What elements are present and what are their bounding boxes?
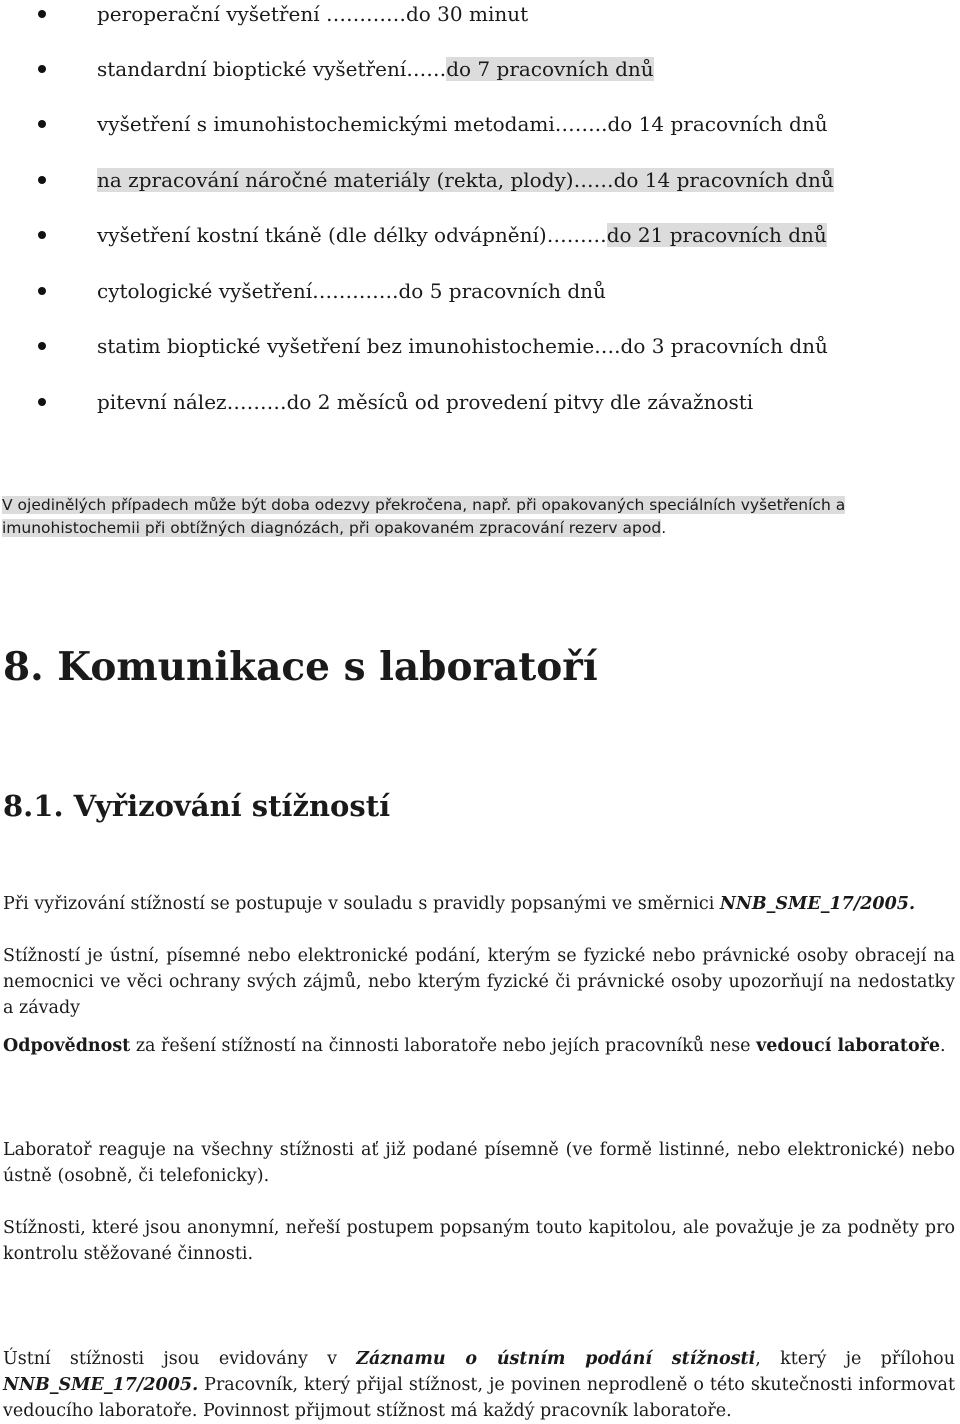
directive-ref: NNB_SME_17/2005. xyxy=(719,894,916,914)
list-item-text: peroperační vyšetření …………do 30 minut xyxy=(97,2,529,26)
subsection-heading: 8.1. Vyřizování stížností xyxy=(3,789,391,823)
paragraph-text: Pracovník, který přijal stížnost, je povinen neprodleně o této skutečnosti informovat vedoucího laboratoře. Povinnost přijmout stížnost má každý pracovník laboratoře. xyxy=(3,1375,955,1421)
highlighted-text: na zpracování náročné materiály (rekta, plody)……do 14 pracovních dnů xyxy=(97,168,834,192)
note-line-2-end: . xyxy=(661,519,667,537)
list-item-text: vyšetření s imunohistochemickými metodami……..do 14 pracovních dnů xyxy=(97,112,828,136)
bold-head: vedoucí laboratoře xyxy=(756,1036,941,1056)
bullet-icon xyxy=(38,120,46,128)
section-heading: 8. Komunikace s laboratoří xyxy=(3,644,598,690)
list-item-text: standardní bioptické vyšetření……do 7 pracovních dnů xyxy=(97,57,654,81)
paragraph-procedure xyxy=(3,891,955,917)
bullet-icon xyxy=(38,10,46,18)
note-line-1: V ojedinělých případech může být doba odezvy překročena, např. při opakovaných speciálních vyšetřeních a xyxy=(2,496,846,514)
list-item-text: cytologické vyšetření………….do 5 pracovních dnů xyxy=(97,279,606,303)
list-item-text xyxy=(97,166,834,194)
list-item-text: statim bioptické vyšetření bez imunohistochemie….do 3 pracovních dnů xyxy=(97,334,828,358)
paragraph-text: za řešení stížností na činnosti laboratoře nebo jejích pracovníků nese xyxy=(130,1036,757,1056)
paragraph-responsibility xyxy=(3,1033,955,1059)
bullet-icon xyxy=(38,398,46,406)
bullet-icon xyxy=(38,65,46,73)
highlighted-text: do 21 pracovních dnů xyxy=(606,223,827,247)
highlighted-text: do 7 pracovních dnů xyxy=(446,57,654,81)
paragraph-definition: Stížností je ústní, písemné nebo elektronické podání, kterým se fyzické nebo právnické osoby obracejí na nemocnici ve věci ochrany svých zájmů, nebo kterým fyzické či právnické osoby upozorňují na nedostatky a závady xyxy=(3,946,955,1018)
paragraph-anonymous: Stížnosti, které jsou anonymní, neřeší postupem popsaným touto kapitolou, ale považuje je za podněty pro kontrolu stěžované činnosti. xyxy=(3,1218,955,1264)
paragraph-response: Laboratoř reaguje na všechny stížnosti ať již podané písemně (ve formě listinné, nebo elektronické) nebo ústně (osobně, či telefonicky). xyxy=(3,1140,955,1186)
bullet-icon xyxy=(38,342,46,350)
paragraph-text: Ústní stížnosti jsou evidovány v xyxy=(3,1349,357,1369)
paragraph-text: Při vyřizování stížností se postupuje v souladu s pravidly popsanými ve směrnici xyxy=(3,894,720,914)
delay-note xyxy=(2,494,952,540)
bullet-icon xyxy=(38,176,46,184)
bullet-icon xyxy=(38,231,46,239)
paragraph-text: , který je přílohou xyxy=(755,1349,955,1369)
paragraph-end: . xyxy=(940,1036,946,1056)
paragraph-oral-complaints xyxy=(3,1346,955,1424)
record-name: Záznamu o ústním podání stížnosti xyxy=(356,1349,756,1369)
bold-responsibility: Odpovědnost xyxy=(3,1036,131,1056)
list-item-text: pitevní nález………do 2 měsíců od provedení pitvy dle závažnosti xyxy=(97,390,754,414)
note-line-2: imunohistochemii při obtížných diagnózách, při opakovaném zpracování rezerv apod xyxy=(2,519,662,537)
directive-ref: NNB_SME_17/2005. xyxy=(3,1375,199,1395)
bullet-icon xyxy=(38,287,46,295)
list-item-text: vyšetření kostní tkáně (dle délky odvápnění)………do 21 pracovních dnů xyxy=(97,223,827,247)
